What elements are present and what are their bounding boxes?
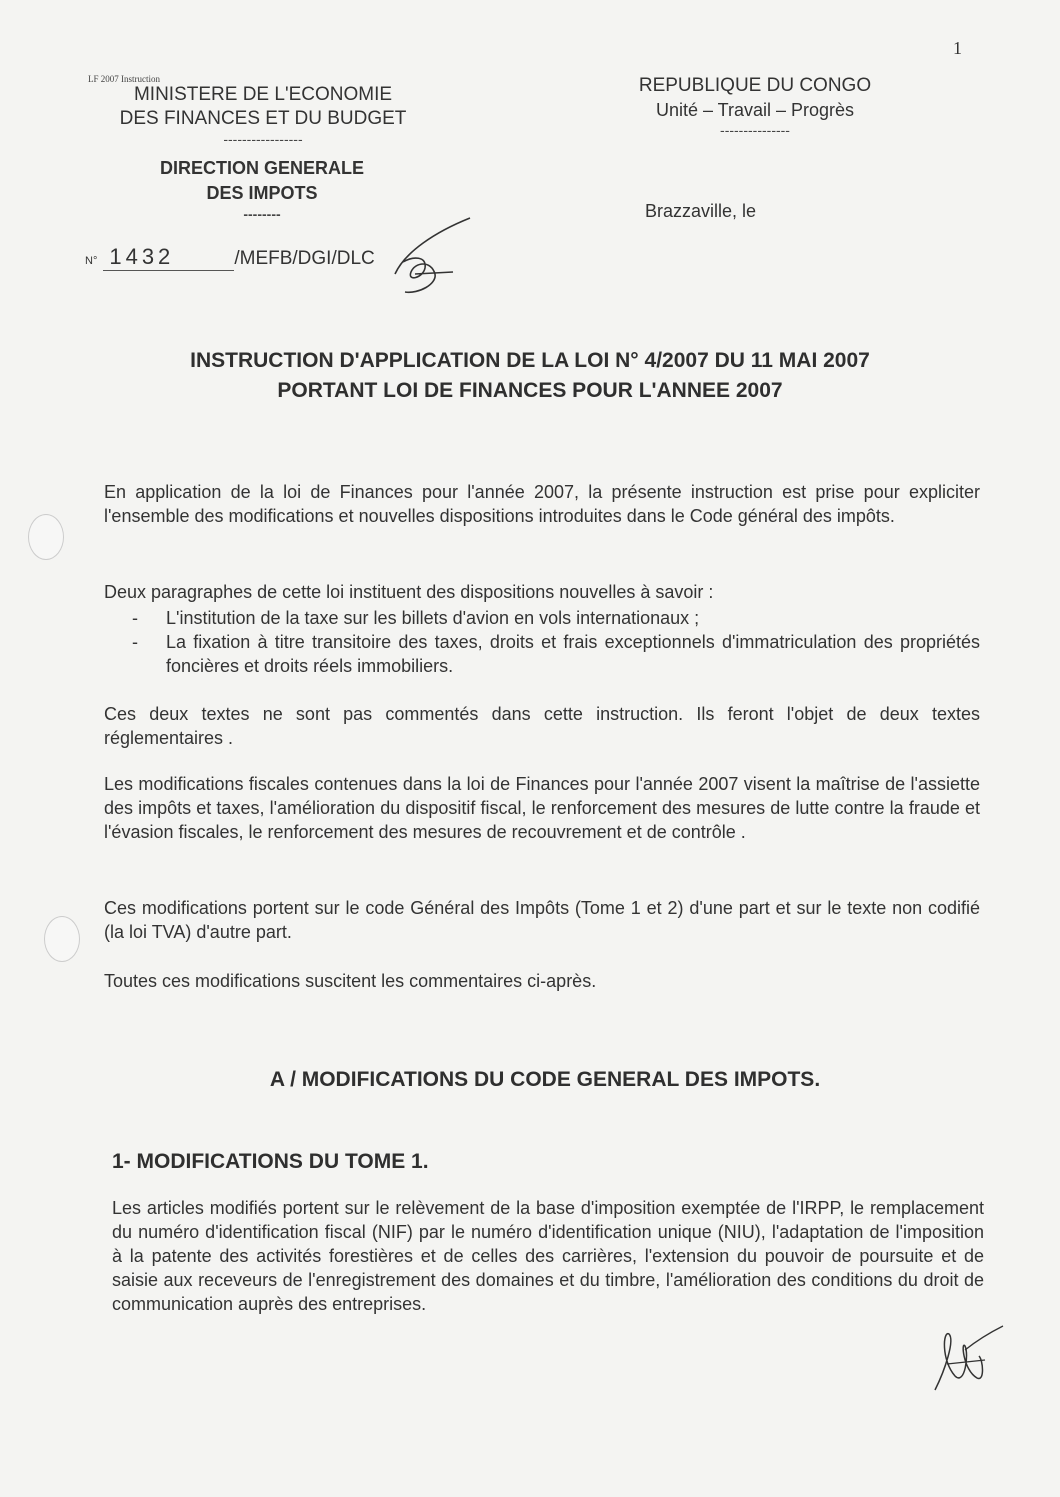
punch-hole-top xyxy=(28,514,64,560)
ministry-line-2: DES FINANCES ET DU BUDGET xyxy=(119,108,407,129)
list-item: - La fixation à titre transitoire des taxes, droits et frais exceptionnels d'immatriculation des propriétés foncières et droits réels immobiliers. xyxy=(132,630,980,678)
reference-suffix: /MEFB/DGI/DLC xyxy=(234,248,375,269)
signature-icon xyxy=(925,1320,1005,1400)
paragraph-scope: Ces modifications portent sur le code Général des Impôts (Tome 1 et 2) d'une part et sur le texte non codifié (la loi TVA) d'autre part. xyxy=(104,898,980,942)
paragraph-new-provisions xyxy=(104,580,980,678)
section-1-text: Les articles modifiés portent sur le relèvement de la base d'imposition exemptée de l'IRPP, le remplacement du numéro d'identification fiscal (NIF) par le numéro d'identification unique (NIU), l'adaptation de l'imposition à la patente des activités forestières et de celles des carrières, l'extension du pouvoir de poursuite et de saisie aux receveurs de l'enregistrement des domaines et du timbre, l'amélioration des conditions du droit de communication auprès des entreprises. xyxy=(112,1198,984,1314)
section-1-heading: 1- MODIFICATIONS DU TOME 1. xyxy=(112,1150,429,1173)
directorate-line-1: DIRECTION GENERALE xyxy=(159,158,364,178)
ministry-header xyxy=(98,83,428,147)
corner-note: LF 2007 Instruction xyxy=(88,74,160,84)
section-a-heading: A / MODIFICATIONS DU CODE GENERAL DES IMPOTS. xyxy=(269,1068,821,1091)
directorate-line-2: DES IMPOTS xyxy=(206,183,318,203)
republic-name: REPUBLIQUE DU CONGO xyxy=(638,75,872,96)
ministry-line-1: MINISTERE DE L'ECONOMIE xyxy=(133,84,393,105)
document-title xyxy=(60,346,1000,406)
reference-prefix: N° xyxy=(85,255,98,267)
republic-header xyxy=(600,74,910,138)
republic-separator: --------------- xyxy=(720,122,790,138)
title-line-2: PORTANT LOI DE FINANCES POUR L'ANNEE 2007 xyxy=(277,379,783,402)
punch-hole-bottom xyxy=(44,916,80,962)
provisions-list xyxy=(104,606,980,678)
directorate-separator: -------- xyxy=(243,206,281,222)
title-line-1: INSTRUCTION D'APPLICATION DE LA LOI N° 4/2007 DU 11 MAI 2007 xyxy=(190,349,870,372)
list-item: - L'institution de la taxe sur les billets d'avion en vols internationaux ; xyxy=(132,606,980,630)
place-date: Brazzaville, le xyxy=(645,201,757,221)
reference-number: 1432 xyxy=(103,244,234,271)
paragraph-objectives: Les modifications fiscales contenues dans la loi de Finances pour l'année 2007 visent la maîtrise de l'assiette des impôts et taxes, l'amélioration du dispositif fiscal, le renforcement des mesures de lutte contre la fraude et l'évasion fiscales, le renforcement des mesures de recouvrement et de contrôle . xyxy=(104,774,980,842)
paragraph-intro: En application de la loi de Finances pour l'année 2007, la présente instruction est prise pour expliciter l'ensemble des modifications et nouvelles dispositions introduites dans le Code général des impôts. xyxy=(104,482,980,526)
republic-motto: Unité – Travail – Progrès xyxy=(655,100,855,120)
paragraph-not-commented: Ces deux textes ne sont pas commentés dans cette instruction. Ils feront l'objet de deux textes réglementaires . xyxy=(104,704,980,748)
paragraph-comments: Toutes ces modifications suscitent les commentaires ci-après. xyxy=(104,971,597,991)
ministry-separator: ----------------- xyxy=(223,131,303,147)
reference-line xyxy=(85,244,375,284)
initials-signature-icon xyxy=(375,212,475,302)
page-number: 1 xyxy=(953,38,962,58)
directorate-header xyxy=(112,156,412,222)
paragraph-new-provisions-text: Deux paragraphes de cette loi instituent des dispositions nouvelles à savoir : xyxy=(104,582,714,602)
